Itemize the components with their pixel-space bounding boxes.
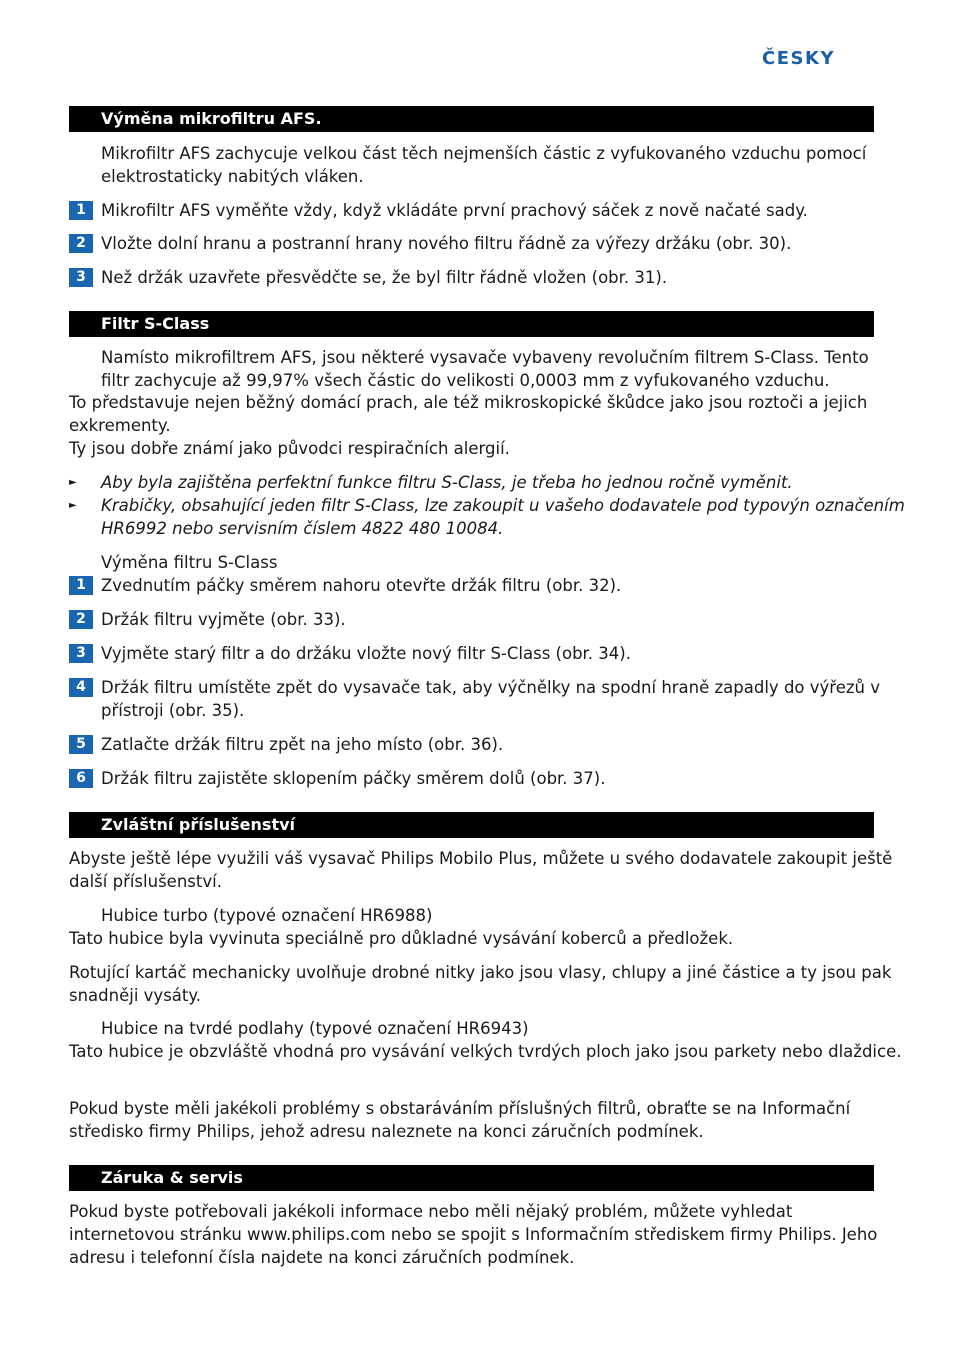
sclass-para-line: To představuje nejen běžný domácí prach, ale též mikroskopické škůdce jako jsou roztoči a jejich bbox=[69, 393, 868, 412]
warranty-text-line: adresu i telefonní čísla najdete na konci záručních podmínek. bbox=[69, 1248, 575, 1267]
sclass-step-text: Držák filtru zajistěte sklopením páčky směrem dolů (obr. 37). bbox=[101, 769, 606, 788]
afs-step-text: Vložte dolní hranu a postranní hrany nového filtru řádně za výřezy držáku (obr. 30). bbox=[101, 234, 792, 253]
step-number: 1 bbox=[69, 201, 93, 220]
warranty-text-line: Pokud byste potřebovali jakékoli informace nebo měli nějaký problém, můžete vyhledat bbox=[69, 1202, 793, 1221]
step-number: 3 bbox=[69, 268, 93, 287]
section-heading-warranty: Záruka & servis bbox=[69, 1165, 874, 1191]
section-heading-afs: Výměna mikrofiltru AFS. bbox=[69, 106, 874, 132]
afs-step-text: Než držák uzavřete přesvědčte se, že byl filtr řádně vložen (obr. 31). bbox=[101, 268, 668, 287]
sclass-step-text: Zatlačte držák filtru zpět na jeho místo (obr. 36). bbox=[101, 735, 504, 754]
afs-intro-line: Mikrofiltr AFS zachycuje velkou část těch nejmenších částic z vyfukovaného vzduchu pomocí bbox=[101, 144, 867, 163]
sclass-subheading: Výměna filtru S-Class bbox=[101, 553, 278, 572]
warranty-text-line: internetovou stránku www.philips.com nebo se spojit s Informačním střediskem firmy Philips. Jeho bbox=[69, 1225, 878, 1244]
section-heading-accessories: Zvláštní příslušenství bbox=[69, 812, 874, 838]
sclass-step-text: přístroji (obr. 35). bbox=[101, 701, 245, 720]
language-label: ČESKY bbox=[762, 48, 835, 69]
step-number: 1 bbox=[69, 576, 93, 595]
afs-step-text: Mikrofiltr AFS vyměňte vždy, když vkládáte první prachový sáček z nově načaté sady. bbox=[101, 201, 808, 220]
step-number: 2 bbox=[69, 610, 93, 629]
filters-info-line: středisko firmy Philips, jehož adresu naleznete na konci záručních podmínek. bbox=[69, 1122, 704, 1141]
turbo-heading: Hubice turbo (typové označení HR6988) bbox=[101, 906, 433, 925]
sclass-para-line: Ty jsou dobře známí jako původci respiračních alergií. bbox=[69, 439, 510, 458]
step-number: 2 bbox=[69, 234, 93, 253]
step-number: 4 bbox=[69, 678, 93, 697]
sclass-bullet-text: HR6992 nebo servisním číslem 4822 480 10084. bbox=[101, 519, 504, 538]
sclass-step-text: Držák filtru umístěte zpět do vysavače tak, aby výčnělky na spodní hraně zapadly do výřezů v bbox=[101, 678, 880, 697]
afs-intro-line: elektrostaticky nabitých vláken. bbox=[101, 167, 364, 186]
turbo-text: Rotující kartáč mechanicky uvolňuje drobné nitky jako jsou vlasy, chlupy a jiné částice a ty jsou pak bbox=[69, 963, 892, 982]
accessories-intro-line: další příslušenství. bbox=[69, 872, 222, 891]
sclass-step-text: Zvednutím páčky směrem nahoru otevřte držák filtru (obr. 32). bbox=[101, 576, 622, 595]
bullet-icon: ► bbox=[69, 500, 77, 511]
sclass-para-line: exkrementy. bbox=[69, 416, 171, 435]
filters-info-line: Pokud byste měli jakékoli problémy s obstaráváním příslušných filtrů, obraťte se na Informační bbox=[69, 1099, 851, 1118]
sclass-intro-line: filtr zachycuje až 99,97% všech částic do velikosti 0,0003 mm z vyfukovaného vzduchu. bbox=[101, 371, 830, 390]
step-number: 3 bbox=[69, 644, 93, 663]
step-number: 6 bbox=[69, 769, 93, 788]
sclass-step-text: Vyjměte starý filtr a do držáku vložte nový filtr S-Class (obr. 34). bbox=[101, 644, 631, 663]
sclass-bullet-text: Krabičky, obsahující jeden filtr S-Class, lze zakoupit u vašeho dodavatele pod typovýn označením bbox=[101, 496, 905, 515]
hard-floor-heading: Hubice na tvrdé podlahy (typové označení HR6943) bbox=[101, 1019, 529, 1038]
turbo-text: Tato hubice byla vyvinuta speciálně pro důkladné vysávání koberců a předložek. bbox=[69, 929, 734, 948]
sclass-bullet-text: Aby byla zajištěna perfektní funkce filtru S-Class, je třeba ho jednou ročně vyměnit. bbox=[101, 473, 793, 492]
accessories-intro-line: Abyste ještě lépe využili váš vysavač Philips Mobilo Plus, můžete u svého dodavatele zakoupit ještě bbox=[69, 849, 893, 868]
step-number: 5 bbox=[69, 735, 93, 754]
bullet-icon: ► bbox=[69, 477, 77, 488]
sclass-step-text: Držák filtru vyjměte (obr. 33). bbox=[101, 610, 346, 629]
section-heading-sclass: Filtr S-Class bbox=[69, 311, 874, 337]
sclass-intro-line: Namísto mikrofiltrem AFS, jsou některé vysavače vybaveny revolučním filtrem S-Class. Tento bbox=[101, 348, 869, 367]
hard-floor-text: Tato hubice je obzvláště vhodná pro vysávání velkých tvrdých ploch jako jsou parkety nebo dlaždice. bbox=[69, 1042, 902, 1061]
turbo-text: snadněji vysáty. bbox=[69, 986, 202, 1005]
